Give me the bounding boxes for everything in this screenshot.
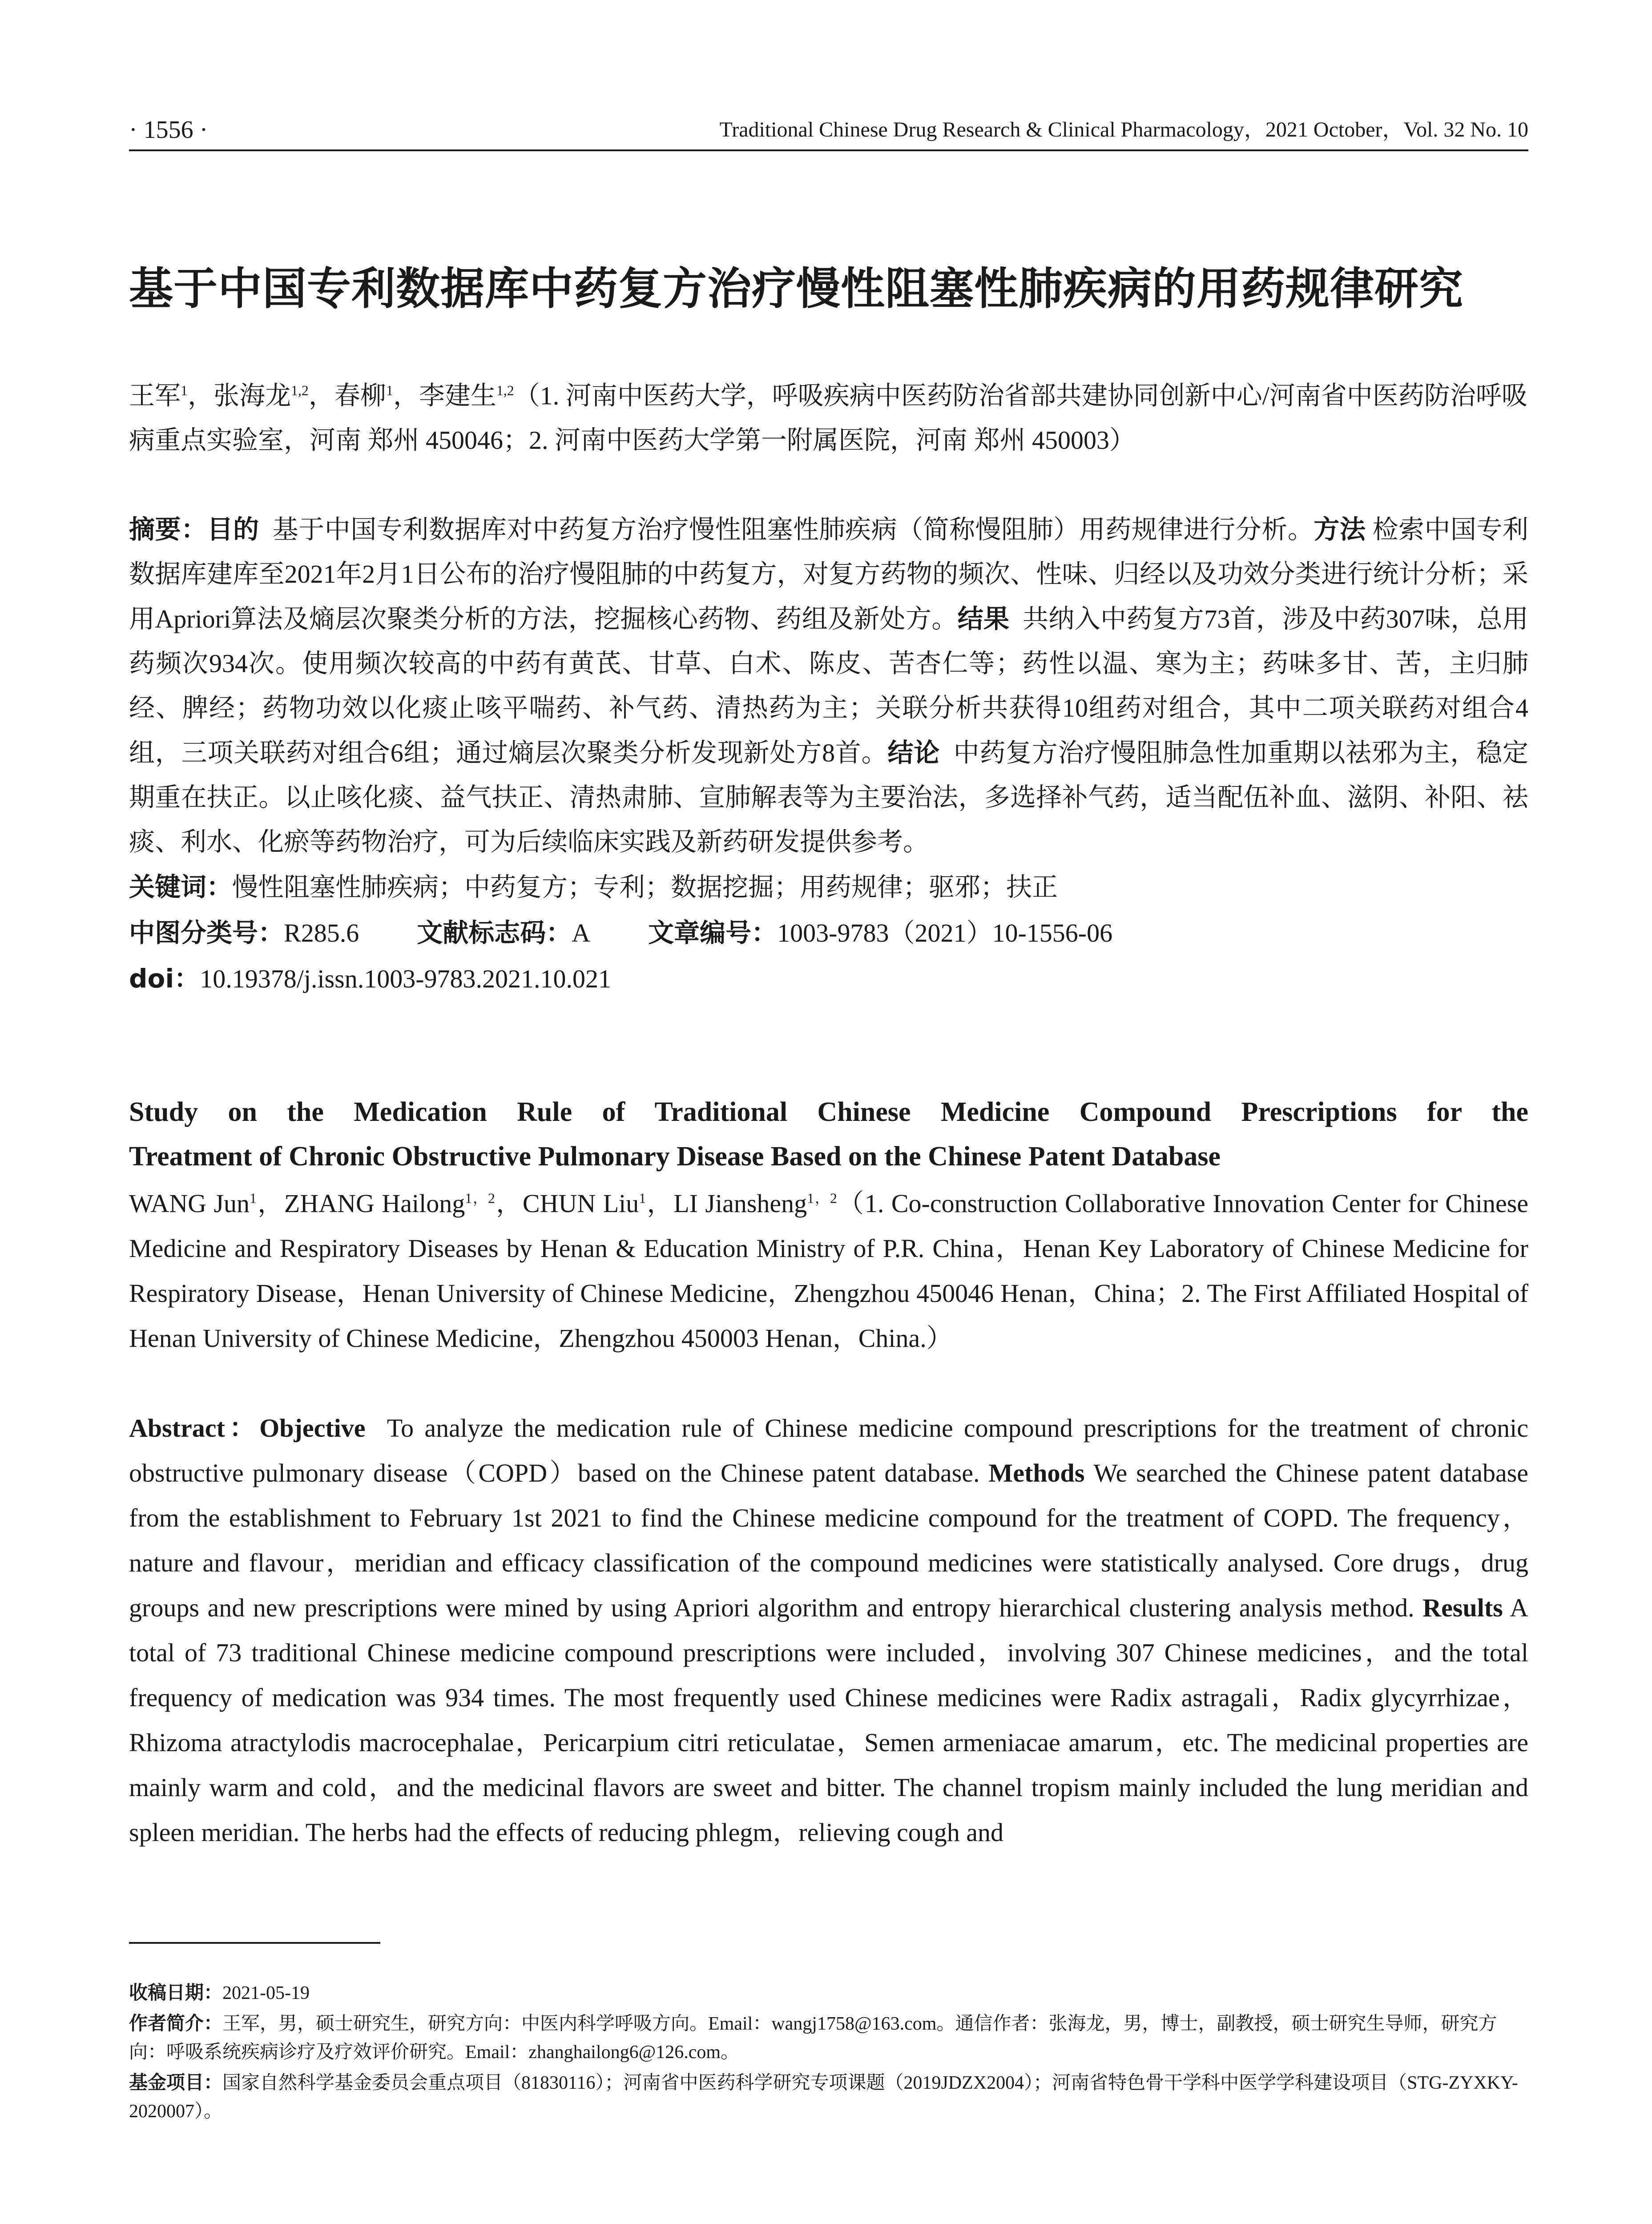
page-number: · 1556 · [129,116,208,144]
doc-code-value: A [572,919,591,947]
chinese-abstract [129,507,1528,1002]
received-label: 收稿日期： [129,1982,223,2003]
author-name: ，ZHANG Hailong [256,1189,465,1218]
fund-value: 国家自然科学基金委员会重点项目（81830116）；河南省中医药科学研究专项课题（2019JDZX2004）；河南省特色骨干学科中医学学科建设项目（STG-ZYXKY-2020007）。 [129,2073,1518,2122]
keywords-label: 关键词： [129,872,233,902]
conclusion-text: 中药复方治疗慢阻肺急性加重期以祛邪为主，稳定期重在扶正。以止咳化痰、益气扶正、清热肃肺、宣肺解表等为主要治法，多选择补气药，适当配伍补血、滋阴、补阳、祛痰、利水、化瘀等药物治疗，可为后续临床实践及新药研发提供参考。 [129,738,1528,856]
doc-code-label: 文献标志码： [417,918,572,948]
results-text: A total of 73 traditional Chinese medicine compound prescriptions were included，involving 307 Chinese medicines，and the total frequency of medication was 934 times. The most frequently used Chinese medicines were Radix astragali，Radix glycyrrhizae，Rhizoma atractylodis macrocephalae，Pericarpium citri reticulatae，Semen armeniacae amarum，etc. The medicinal properties are mainly warm and cold，and the medicinal flavors are sweet and bitter. The channel tropism mainly included the lung meridian and spleen meridian. The herbs had the effects of reducing phlegm，relieving cough and [129,1593,1529,1847]
abstract-label: 摘要： [129,514,207,544]
chinese-authors [129,374,1528,463]
footnotes [129,1978,1528,2127]
english-title [129,1090,1528,1179]
header-rule [129,149,1528,151]
affiliation-mark: 1，2 [807,1190,837,1206]
objective-label: Objective [259,1414,366,1442]
affiliation-mark: 1，2 [465,1190,495,1206]
methods-label: Methods [988,1458,1085,1487]
clc-label: 中图分类号： [129,918,284,948]
fund-info [129,2068,1528,2126]
received-value: 2021-05-19 [222,1983,310,2003]
english-title-line-1: Study on the Medication Rule of Traditional Chinese Medicine Compound Prescriptions for the [129,1097,1528,1127]
chinese-title: 基于中国专利数据库中药复方治疗慢性阻塞性肺疾病的用药规律研究 [129,263,1463,314]
objective-label: 目的 [207,514,259,544]
english-abstract [129,1406,1528,1855]
author-name: ，CHUN Liu [495,1189,639,1218]
author-name: ，李建生 [393,381,496,410]
objective-text: To analyze the medication rule of Chinese medicine compound prescriptions for the treatment of chronic obstructive pulmonary disease（COPD）based on the Chinese patent database. [129,1414,1528,1487]
chinese-affiliation: （1. 河南中医药大学，呼吸疾病中医药防治省部共建协同创新中心/河南省中医药防治呼吸病重点实验室，河南 郑州 450046；2. 河南中医药大学第一附属医院，河南 郑州 450003） [129,381,1527,455]
english-title-line-2: Treatment of Chronic Obstructive Pulmonary Disease Based on the Chinese Patent Database [129,1141,1221,1172]
author-name: ，张海龙 [187,381,291,410]
fund-label: 基金项目： [129,2071,223,2093]
affiliation-mark: 1,2 [290,383,309,399]
author-bio-value: 王军，男，硕士研究生，研究方向：中医内科学呼吸方向。Email：wangj1758@163.com。通信作者：张海龙，男，博士，副教授，硕士研究生导师，研究方向：呼吸系统疾病诊疗及疗效评价研究。Email：zhanghailong6@126.com。 [129,2014,1497,2063]
article-number-value: 1003-9783（2021）10-1556-06 [777,919,1113,947]
author-name: 王军 [129,381,181,410]
author-name: ，LI Jiansheng [646,1189,807,1218]
methods-label: 方法 [1314,514,1366,544]
results-text: 共纳入中药复方73首，涉及中药307味，总用药频次934次。使用频次较高的中药有黄芪、甘草、白术、陈皮、苦杏仁等；药性以温、寒为主；药味多甘、苦，主归肺经、脾经；药物功效以化痰止咳平喘药、补气药、清热药为主；关联分析共获得10组药对组合，其中二项关联药对组合4组，三项关联药对组合6组；通过熵层次聚类分析发现新处方8首。 [129,604,1528,767]
doi-value: 10.19378/j.issn.1003-9783.2021.10.021 [200,964,612,993]
affiliation-mark: 1 [181,383,188,399]
english-authors [129,1181,1528,1361]
received-date [129,1978,1528,2007]
author-bio-label: 作者简介： [129,2012,223,2034]
objective-text: 基于中国专利数据库对中药复方治疗慢性阻塞性肺疾病（简称慢阻肺）用药规律进行分析。 [272,515,1314,544]
classification-line [129,910,1528,956]
author-name: WANG Jun [129,1189,250,1218]
affiliation-mark: 1,2 [496,383,514,399]
doi-line [129,956,1528,1002]
english-affiliation: （1. Co-construction Collaborative Innovation Center for Chinese Medicine and Respiratory Diseases by Henan & Education Ministry of P.R. China，Henan Key Laboratory of Chinese Medicine for Respiratory Disease，Henan University of Chinese Medicine，Zhengzhou 450046 Henan，China；2. The First Affiliated Hospital of Henan University of Chinese Medicine，Zhengzhou 450003 Henan，China.） [129,1189,1529,1353]
keywords-line [129,864,1528,910]
author-name: ，春柳 [308,381,386,410]
results-label: 结果 [957,604,1010,634]
results-label: Results [1422,1593,1503,1622]
article-number-label: 文章编号： [648,918,778,948]
methods-text: 检索中国专利数据库建库至2021年2月1日公布的治疗慢阻肺的中药复方，对复方药物的频次、性味、归经以及功效分类进行统计分析；采用Apriori算法及熵层次聚类分析的方法，挖掘核心药物、药组及新处方。 [129,515,1529,633]
affiliation-mark: 1 [386,383,393,399]
clc-value: R285.6 [284,919,359,947]
methods-text: We searched the Chinese patent database from the establishment to February 1st 2021 to find the Chinese medicine compound for the treatment of COPD. The frequency，nature and flavour，meridian and efficacy classification of the compound medicines were statistically analysed. Core drugs，drug groups and new prescriptions were mined by using Apriori algorithm and entropy hierarchical clustering analysis method. [129,1458,1529,1622]
running-header [129,112,1528,148]
affiliation-mark: 1 [250,1190,257,1206]
doi-label: doi： [129,963,200,994]
affiliation-mark: 1 [639,1190,646,1206]
footnote-rule [129,1942,380,1944]
author-bio [129,2009,1528,2067]
keywords-value: 慢性阻塞性肺疾病；中药复方；专利；数据挖掘；用药规律；驱邪；扶正 [232,873,1058,902]
abstract-label: Abstract： [129,1414,260,1442]
conclusion-label: 结论 [887,737,940,768]
journal-info: Traditional Chinese Drug Research & Clinical Pharmacology，2021 October，Vol. 32 No. 10 [719,118,1528,141]
